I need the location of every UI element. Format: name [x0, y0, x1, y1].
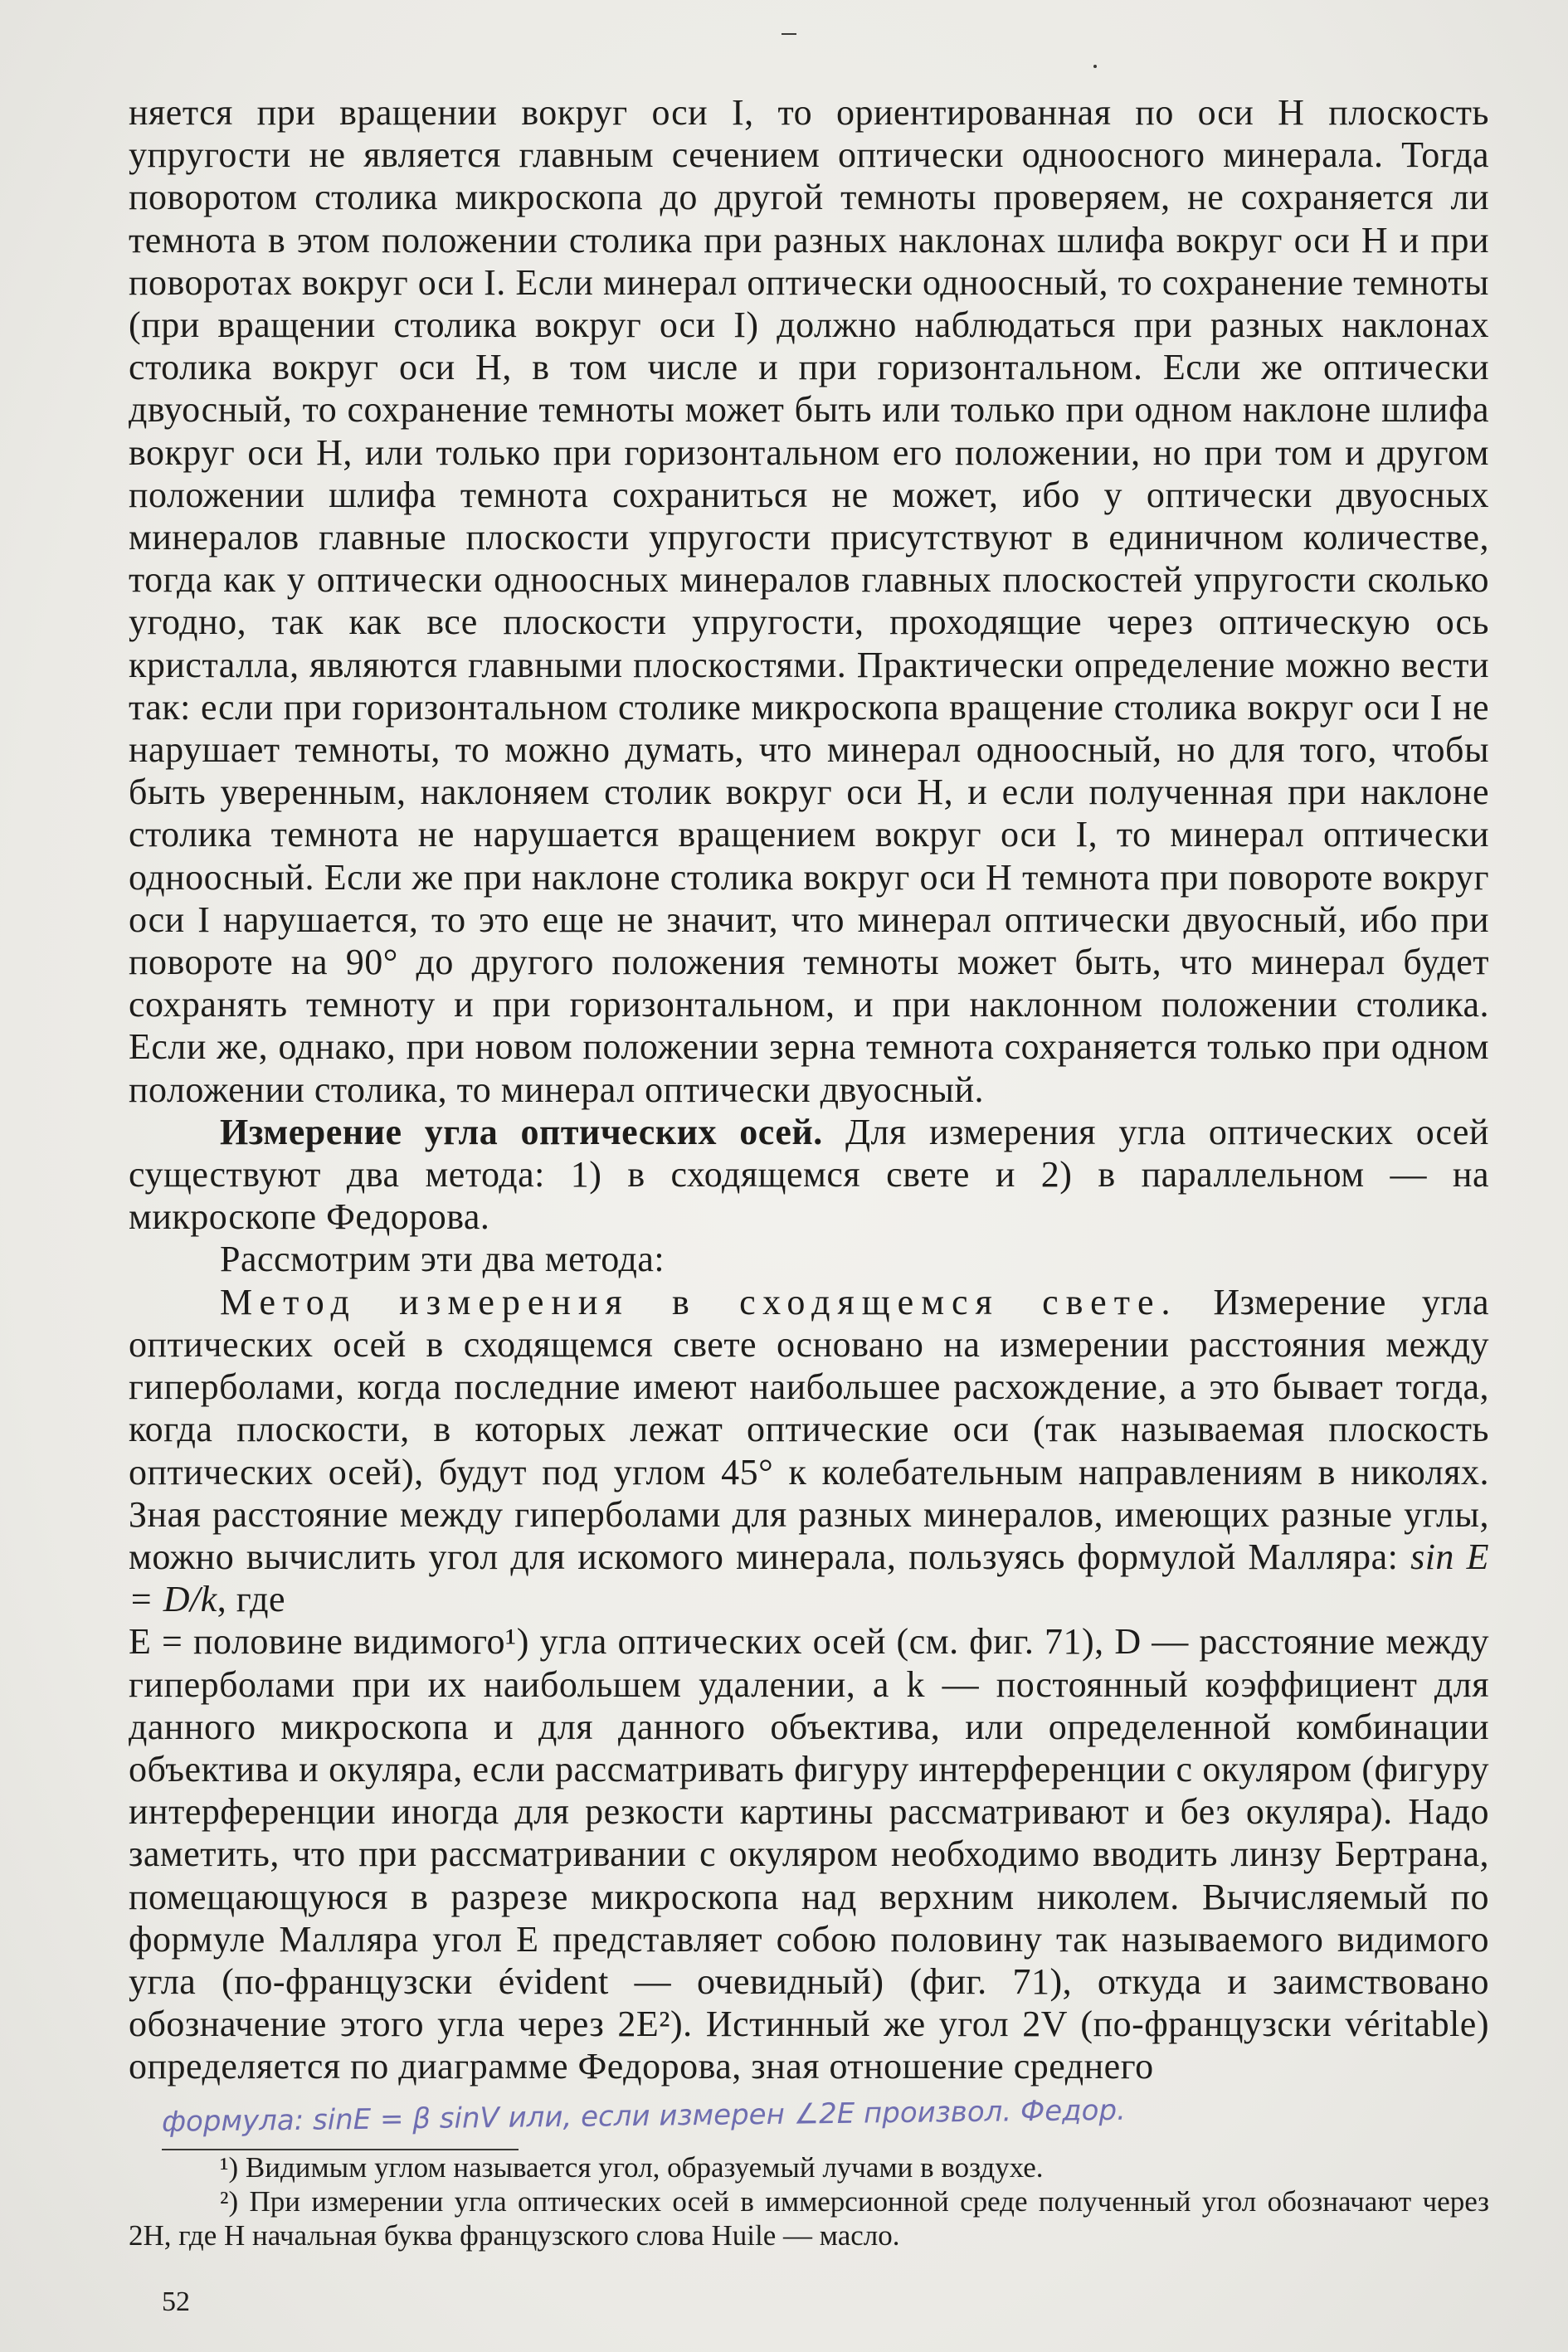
- page-number: 52: [162, 2286, 190, 2317]
- footnote-2: ²) При измерении угла оптических осей в иммерсионной среде полученный угол обозначают через 2H, где H начальная буква французского слова Huile — масло.: [129, 2185, 1489, 2252]
- paragraph-4-tail: , где: [217, 1579, 286, 1620]
- paragraph-1: няется при вращении вокруг оси I, то ориентированная по оси H плоскость упругости не является главным сечением оптически одноосного минерала. Тогда поворотом столика микроскопа до другой темноты проверяем, не сохраняется ли темнота в этом положении столика при разных наклонах шлифа вокруг оси H и при поворотах вокруг оси I. Если минерал оптически одноосный, то сохранение темноты (при вращении столика вокруг оси I) должно наблюдаться при разных наклонах столика вокруг оси H, в том числе и при горизонтальном. Если же оптически двуосный, то сохранение темноты может быть или только при одном наклоне шлифа вокруг оси H, или только при горизонтальном его положении, но при том и другом положении шлифа темнота сохраниться не может, ибо у оптически двуосных минералов главные плоскости упругости присутствуют в единичном количестве, тогда как у оптически одноосных минералов главных плоскостей упругости сколько угодно, так как все плоскости упругости, проходящие через оптическую ось кристалла, являются главными плоскостями. Практически определение можно вести так: если при горизонтальном столике микроскопа вращение столика вокруг оси I не нарушает темноты, то можно думать, что минерал одноосный, но для того, чтобы быть уверенным, наклоняем столик вокруг оси H, и если полученная при наклоне столика темнота не нарушается вращением вокруг оси I, то минерал оптически одноосный. Если же при наклоне столика вокруг оси H темнота при повороте вокруг оси I нарушается, то это еще не значит, что минерал оптически двуосный, ибо при повороте на 90° до другого положения темноты может быть, что минерал будет сохранять темноту и при горизонтальном, и при наклонном положении столика. Если же, однако, при новом положении зерна темнота сохраняется только при одном положении столика, то минерал оптически двуосный.: [129, 92, 1489, 1110]
- footnote-1: ¹) Видимым углом называется угол, образуемый лучами в воздухе.: [220, 2151, 1044, 2184]
- handwritten-annotation: формула: sinE = β sinV или, если измерен ∠2E произвол. Федор.: [161, 2093, 1127, 2139]
- paragraph-3: Рассмотрим эти два метода:: [220, 1239, 665, 1280]
- paragraph-5: E = половине видимого¹) угла оптических осей (см. фиг. 71), D — расстояние между гиперболами при их наибольшем удалении, а k — постоянный коэффициент для данного микроскопа и для данного объектива, или определенной комбинации объектива и окуляра, если рассматривать фигуру интерференции с окуляром (фигуру интерференции иногда для резкости картины рассматривают и без окуляра). Надо заметить, что при рассматривании с окуляром необходимо вводить линзу Бертрана, помещающуюся в разрезе микроскопа над верхним николем. Вычисляемый по формуле Малляра угол E представляет собою половину так называемого видимого угла (по-французски évident — очевидный) (фиг. 71), откуда и заимствовано обозначение этого угла через 2E²). Истинный же угол 2V (по-французски véritable) определяется по диаграмме Федорова, зная отношение среднего: [129, 1621, 1489, 2087]
- paragraph-4: [129, 1281, 1489, 1621]
- top-dot-mark: [1093, 65, 1097, 68]
- paragraph-2: [129, 1111, 1489, 1239]
- method-heading: Метод измерения в сходящемся свете.: [220, 1281, 1178, 1322]
- section-heading-axis-angle: Измерение угла оптических осей.: [220, 1111, 823, 1152]
- footnotes: [129, 2150, 1489, 2252]
- paragraph-2-body: Для измерения угла оптических осей существуют два метода: 1) в сходящемся свете и 2) в параллельном — на микроскопе Федорова.: [129, 1111, 1489, 1238]
- main-text: [129, 91, 1489, 2088]
- top-dash-mark: [782, 33, 796, 35]
- mallard-formula: sin E = D/k: [129, 1536, 1489, 1620]
- paragraph-4-body: Измерение угла оптических осей в сходящемся свете основано на измерении расстояния между гиперболами, когда последние имеют наибольшее расхождение, а это бывает тогда, когда плоскости, в которых лежат оптические оси (так называемая плоскость оптических осей), будут под углом 45° к колебательным направлениям в николях. Зная расстояние между гиперболами для разных минералов, имеющих разные углы, можно вычислить угол для искомого минерала, пользуясь формулой Малляра:: [129, 1281, 1490, 1577]
